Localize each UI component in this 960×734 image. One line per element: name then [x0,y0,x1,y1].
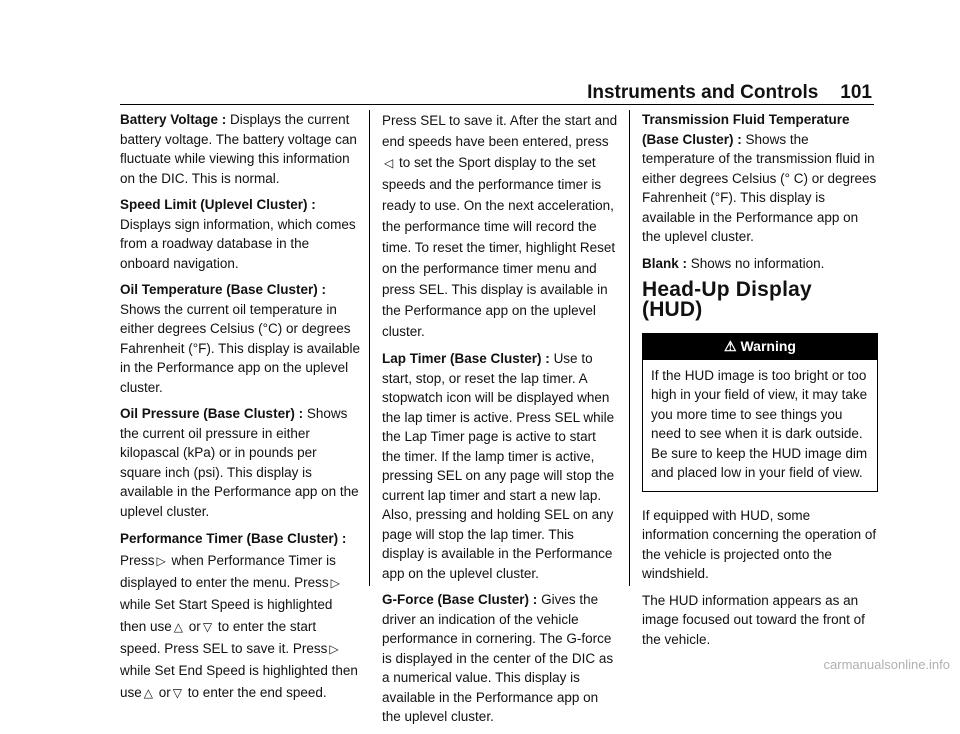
definition: Shows the current oil temperature in either degrees Celsius (°C) or degrees Fahrenheit (°F). This display is available in the Performance app on the uplevel cluster. [120,301,361,395]
right-arrow-icon: ▷ [156,554,166,568]
warning-box [642,333,878,492]
performance-timer-continued [382,110,618,342]
term: Oil Pressure (Base Cluster) : [120,406,304,421]
warning-header [643,334,877,360]
warning-title: Warning [740,338,796,354]
term: Performance Timer (Base Cluster) : [120,531,347,546]
column-2 [382,110,618,734]
oil-pressure-entry [120,404,360,521]
column-divider-1 [369,110,370,586]
text: or [188,619,201,634]
definition: Gives the driver an indication of the vehicle performance in cornering. The G-force is displayed in the center of the DIC as a numerical value. This display is available in the Performance app on the uplevel cluster. [382,592,614,724]
warning-text: If the HUD image is too bright or too high in your field of view, it may take you more time to see things you need to see when it is dark outside. Be sure to keep the HUD image dim and placed low in your field of view. [651,367,868,480]
term: Lap Timer (Base Cluster) : [382,351,550,366]
term: Speed Limit (Uplevel Cluster) : [120,197,316,212]
column-3 [642,110,878,656]
battery-voltage-entry [120,110,360,188]
definition: Shows the temperature of the transmission fluid in either degrees Celsius (° C) or degrees Fahrenheit (°F). This display is available in the Performance app on the uplevel cluster. [642,131,877,244]
text: to enter the start speed. Press SEL to save it. Press [120,619,328,656]
text: to set the Sport display to the set speeds and the performance timer is ready to use. On the next acceleration, the performance time will record the time. To reset the timer, highlight Reset on the performance timer menu and press SEL. This display is available in the Performance app on the uplevel cluster. [382,155,616,339]
definition: Shows the current oil pressure in either kilopascal (kPa) or in pounds per square inch (psi). This display is available in the Performance app on the uplevel cluster. [120,406,359,519]
hud-paragraph-1: If equipped with HUD, some information concerning the operation of the vehicle is projected onto the windshield. [642,507,877,581]
text: Press SEL to save it. After the start and end speeds have been entered, press [382,113,618,149]
header-rule [120,104,874,105]
text: when Performance Timer is displayed to enter the menu. Press [120,553,336,590]
left-arrow-icon: ◁ [384,156,394,170]
term: Blank : [642,255,688,271]
column-1 [120,110,360,711]
up-arrow-icon: △ [143,686,154,700]
term: Battery Voltage : [120,112,227,127]
text: Press [120,553,155,568]
transmission-fluid-entry [642,110,878,247]
term: Oil Temperature (Base Cluster) : [120,282,327,297]
text: while Set End Speed is highlighted then use [120,663,358,700]
section-heading: Head-Up Display (HUD) [642,278,812,321]
definition: Shows no information. [690,255,825,271]
page-number: 101 [840,82,872,103]
speed-limit-entry [120,195,360,273]
term: G-Force (Base Cluster) : [382,592,538,607]
definition: Use to start, stop, or reset the lap timer. A stopwatch icon will be displayed when the lap timer is active. Press SEL while the Lap Timer page is active to start the timer. If the lamp timer is active, pressing SEL on any page will stop the current lap timer and start a new lap. Also, pressing and holding SEL on any page will stop the lap timer. This display is available in the Performance app on the uplevel cluster. [382,351,615,581]
right-arrow-icon: ▷ [329,642,339,656]
column-divider-2 [629,110,630,586]
lap-timer-entry [382,349,618,583]
g-force-entry [382,590,618,727]
right-arrow-icon: ▷ [330,576,340,590]
down-arrow-icon: ▽ [202,620,213,634]
text: to enter the end speed. [187,685,327,700]
hud-paragraph-2: The HUD information appears as an image focused out toward the front of the vehicle. [642,592,865,647]
text: or [158,685,171,700]
page-header [587,82,872,104]
definition: Displays the current battery voltage. The battery voltage can fluctuate while viewing this information on the DIC. This is normal. [120,112,357,186]
warning-icon: ⚠ [724,338,737,354]
section-title: Instruments and Controls [587,82,819,103]
definition: Displays sign information, which comes from a roadway database in the onboard navigation. [120,216,356,271]
up-arrow-icon: △ [173,620,184,634]
text: while Set Start Speed is highlighted then use [120,597,333,634]
oil-temperature-entry [120,280,360,397]
down-arrow-icon: ▽ [172,686,183,700]
watermark: carmanualsonline.info [823,657,950,672]
blank-entry [642,254,878,274]
term: Transmission Fluid Temperature (Base Cluster) : [642,112,850,147]
